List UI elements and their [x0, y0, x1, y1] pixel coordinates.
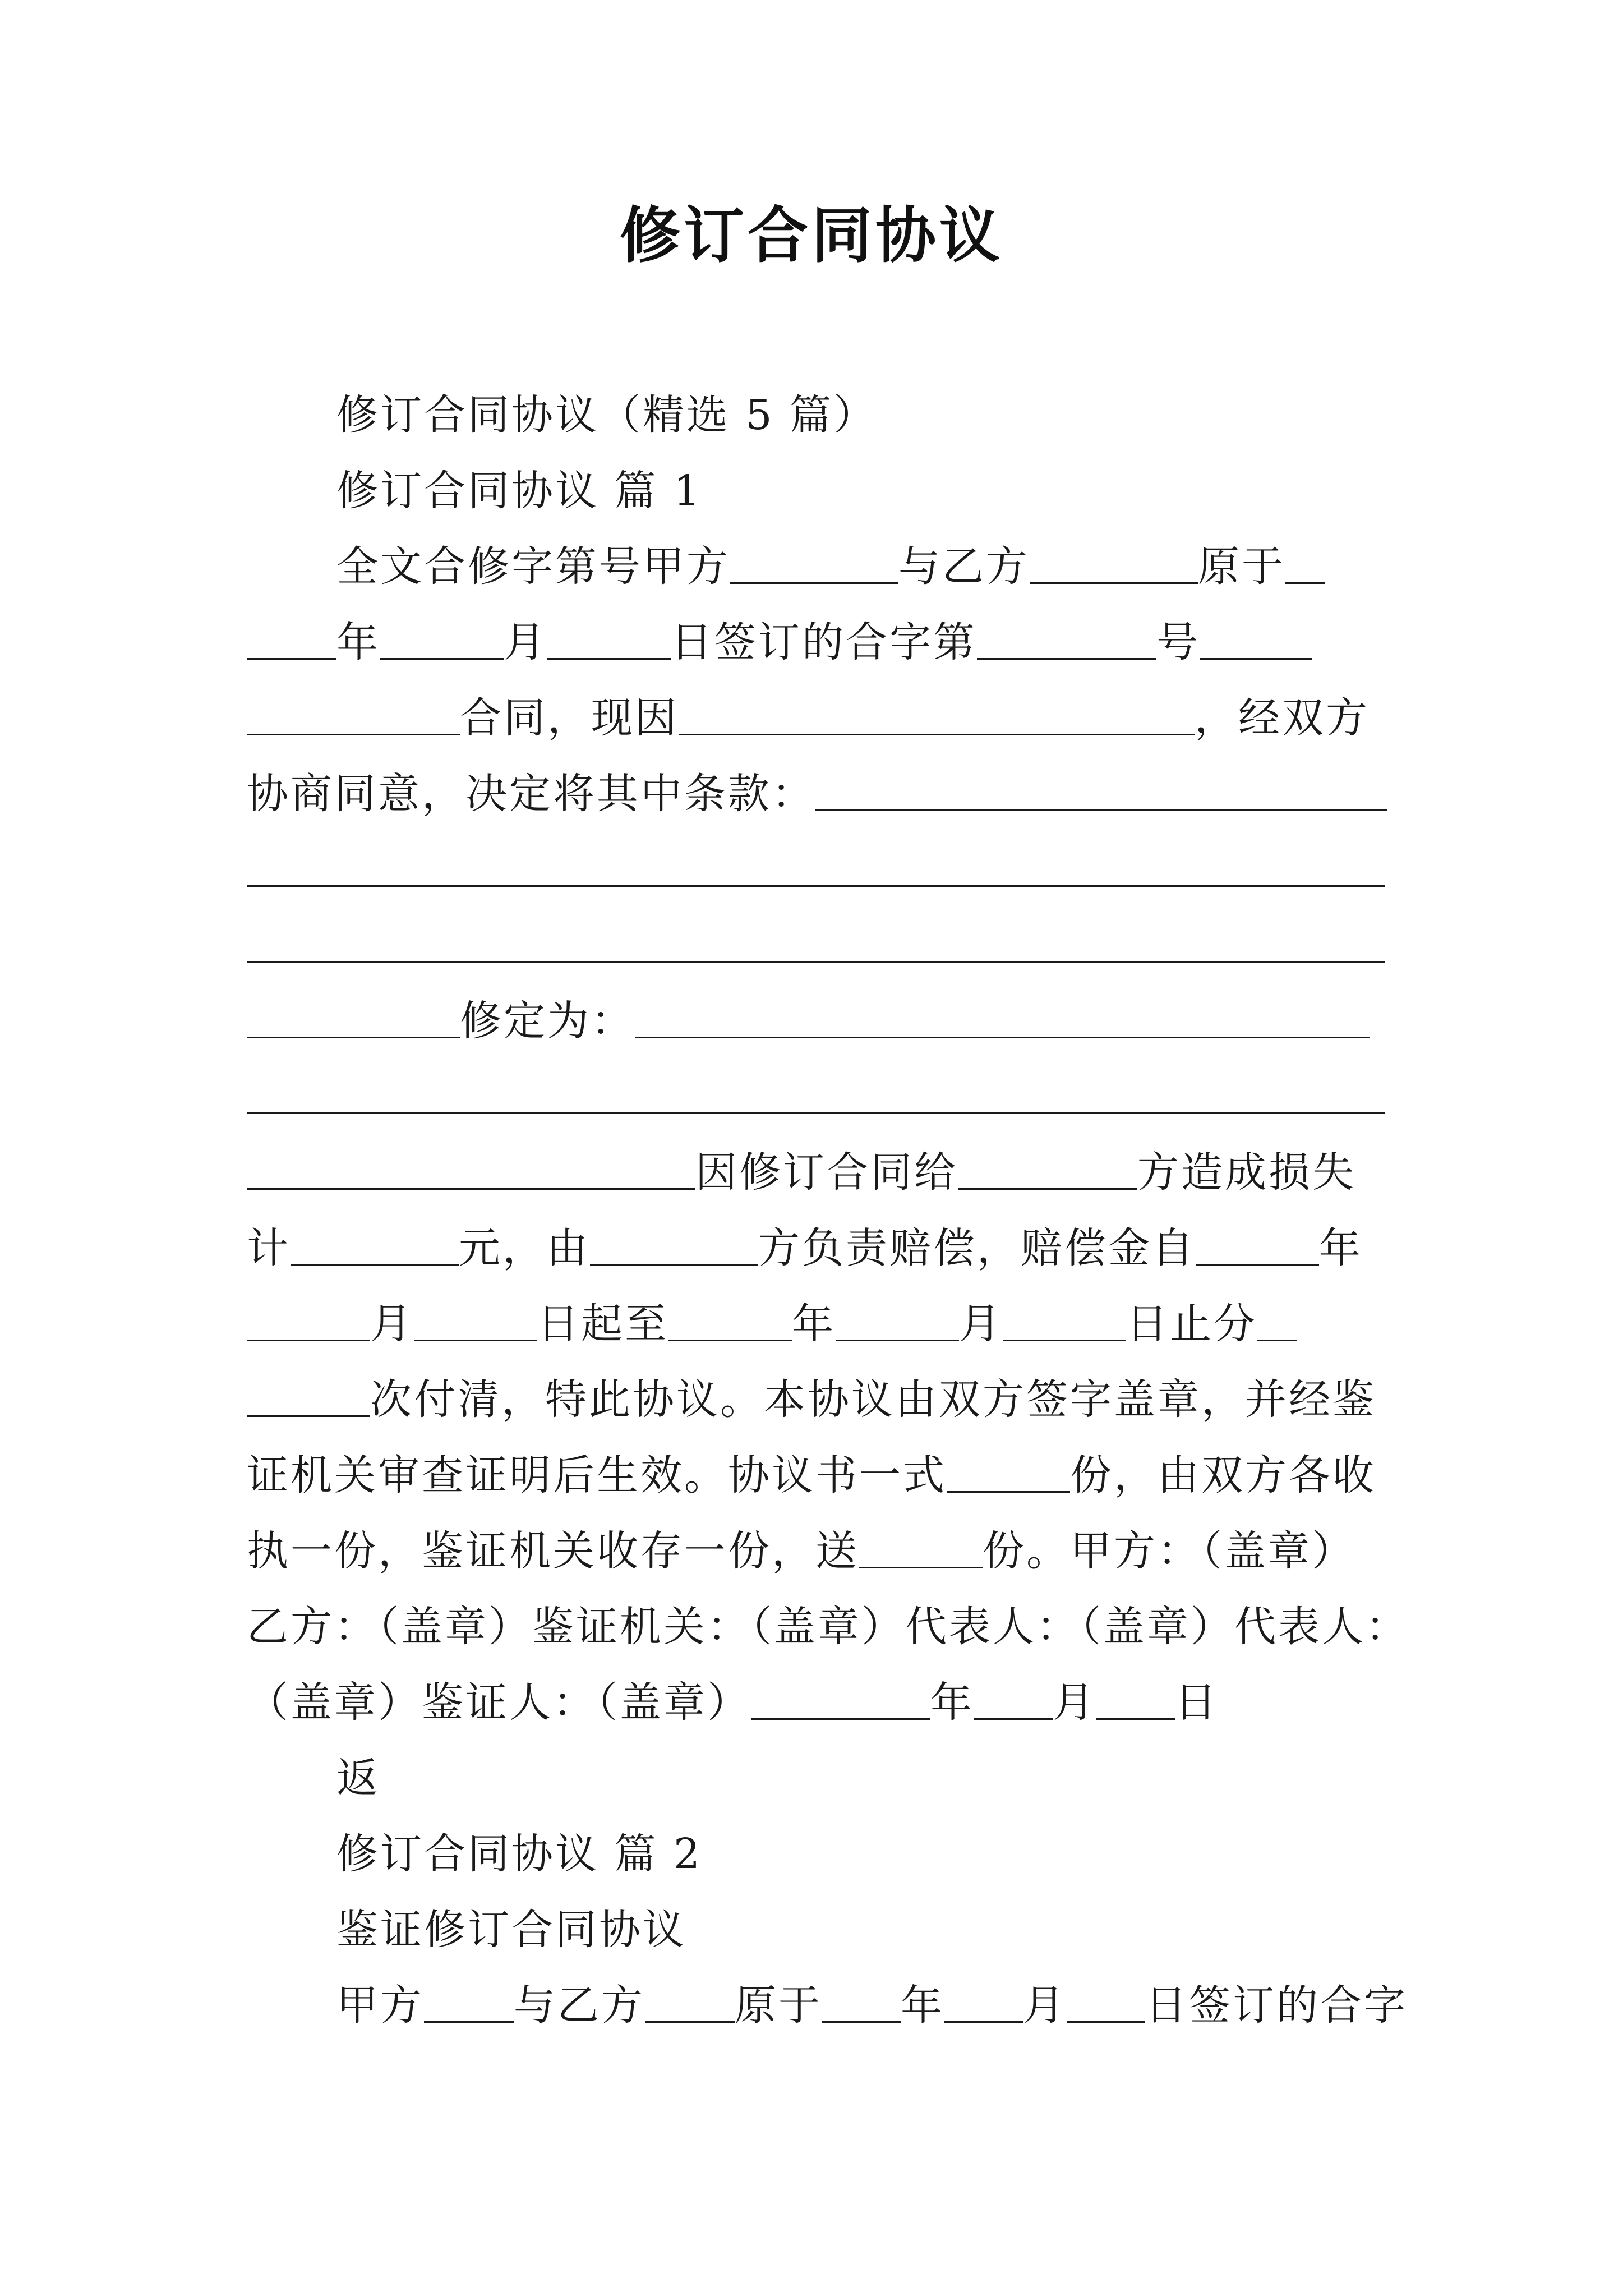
- text-run: 修定为：: [460, 997, 635, 1045]
- text-run: 全文合修字第号甲方: [336, 542, 730, 591]
- section-2-subheading: 鉴证修订合同协议: [336, 1906, 686, 1954]
- blank-field: [1067, 1982, 1145, 2023]
- blank-field: [247, 1300, 370, 1341]
- blank-field: [815, 770, 1387, 811]
- text-run: 与乙方: [514, 1981, 645, 2030]
- blank-field: [730, 543, 898, 584]
- body-line-3: [247, 690, 1424, 746]
- text-run: 与乙方: [898, 542, 1030, 591]
- blank-field: [247, 1149, 695, 1190]
- blank-field: [635, 997, 1370, 1038]
- text-run: 份，由双方各收: [1070, 1451, 1376, 1499]
- body-line-6: [247, 917, 1424, 973]
- blank-field: [1200, 619, 1312, 660]
- text-run: 年: [930, 1678, 974, 1727]
- text-run: （盖章）鉴证人：（盖章）: [247, 1678, 751, 1727]
- text-run: 因修订合同给: [695, 1148, 958, 1197]
- text-run: 方造成损失: [1137, 1148, 1356, 1197]
- text-run: 计: [247, 1224, 291, 1272]
- text-run: 日签订的合字第: [671, 618, 977, 666]
- blank-field: [859, 1527, 983, 1568]
- text-run: 日: [1175, 1678, 1219, 1727]
- text-run: 甲方: [336, 1981, 424, 2030]
- blank-field: [751, 1679, 930, 1720]
- text-run: 合同，现因: [460, 694, 679, 742]
- text-run: ，经双方: [1195, 694, 1370, 742]
- blank-field: [1003, 1300, 1126, 1341]
- blank-field: [380, 619, 504, 660]
- section-2-body-line-1: [336, 1977, 1514, 2033]
- text-run: 年: [901, 1981, 944, 2030]
- blank-field: [645, 1982, 735, 2023]
- text-run: 年: [336, 618, 380, 666]
- blank-field: [414, 1300, 537, 1341]
- blank-field: [247, 1073, 1385, 1114]
- body-line-12: [247, 1372, 1424, 1428]
- blank-field: [974, 1679, 1053, 1720]
- body-line-4: [247, 766, 1424, 822]
- body-line-11: [247, 1296, 1424, 1352]
- text-run: 月: [504, 618, 547, 666]
- text-run: 证机关审查证明后生效。协议书一式: [247, 1451, 947, 1499]
- body-line-16: [247, 1674, 1424, 1731]
- text-run: 协商同意，决定将其中条款：: [247, 770, 815, 818]
- body-line-10: [247, 1220, 1424, 1276]
- blank-field: [1196, 1225, 1319, 1266]
- body-line-5: [247, 841, 1424, 898]
- text-run: 月: [959, 1300, 1003, 1348]
- blank-field: [836, 1300, 959, 1341]
- text-run: 原于: [735, 1981, 822, 2030]
- document-subtitle: 修订合同协议（精选 5 篇）: [336, 391, 878, 439]
- blank-field: [247, 694, 460, 735]
- body-line-2: [247, 614, 1424, 670]
- body-line-13: [247, 1447, 1424, 1503]
- blank-field: [958, 1149, 1137, 1190]
- body-line-1: [336, 539, 1514, 595]
- blank-field: [1257, 1300, 1297, 1341]
- blank-field: [668, 1300, 792, 1341]
- blank-field: [1030, 543, 1198, 584]
- text-run: 年: [792, 1300, 836, 1348]
- body-line-8: [247, 1069, 1424, 1125]
- text-run: 日签订的合字: [1145, 1981, 1408, 2030]
- section-1-heading: 修订合同协议 篇 1: [336, 467, 703, 515]
- text-run: 月: [370, 1300, 414, 1348]
- blank-field: [247, 997, 460, 1038]
- blank-field: [547, 619, 671, 660]
- blank-field: [1285, 543, 1325, 584]
- body-line-15: [247, 1599, 1424, 1655]
- blank-field: [947, 1452, 1070, 1493]
- text-run: 方负责赔偿，赔偿金自: [758, 1224, 1196, 1272]
- text-run: 月: [1053, 1678, 1096, 1727]
- blank-field: [822, 1982, 901, 2023]
- blank-field: [1096, 1679, 1175, 1720]
- blank-field: [977, 619, 1156, 660]
- text-run: 月: [1023, 1981, 1067, 2030]
- text-run: 原于: [1198, 542, 1285, 591]
- body-line-7: [247, 993, 1424, 1049]
- text-run: 日起至: [537, 1300, 668, 1348]
- return-text: 返: [336, 1754, 380, 1802]
- blank-field: [247, 619, 336, 660]
- section-2-heading: 修订合同协议 篇 2: [336, 1830, 703, 1878]
- blank-field: [424, 1982, 514, 2023]
- text-run: 执一份，鉴证机关收存一份，送: [247, 1527, 859, 1575]
- text-run: 日止分: [1126, 1300, 1257, 1348]
- body-line-9: [247, 1144, 1424, 1200]
- text-run: 元，由: [459, 1224, 590, 1272]
- body-line-14: [247, 1523, 1424, 1579]
- text-run: 次付清，特此协议。本协议由双方签字盖章，并经鉴: [370, 1375, 1376, 1424]
- blank-field: [247, 1376, 370, 1417]
- text-run: 年: [1319, 1224, 1363, 1272]
- blank-field: [247, 922, 1385, 963]
- blank-field: [291, 1225, 459, 1266]
- blank-field: [679, 694, 1195, 735]
- blank-field: [247, 846, 1385, 887]
- blank-field: [590, 1225, 758, 1266]
- text-run: 乙方：（盖章）鉴证机关：（盖章）代表人：（盖章）代表人：: [247, 1603, 1409, 1651]
- text-run: 份。甲方：（盖章）: [983, 1527, 1355, 1575]
- text-run: 号: [1156, 618, 1200, 666]
- document-title: 修订合同协议: [619, 200, 1003, 271]
- blank-field: [944, 1982, 1023, 2023]
